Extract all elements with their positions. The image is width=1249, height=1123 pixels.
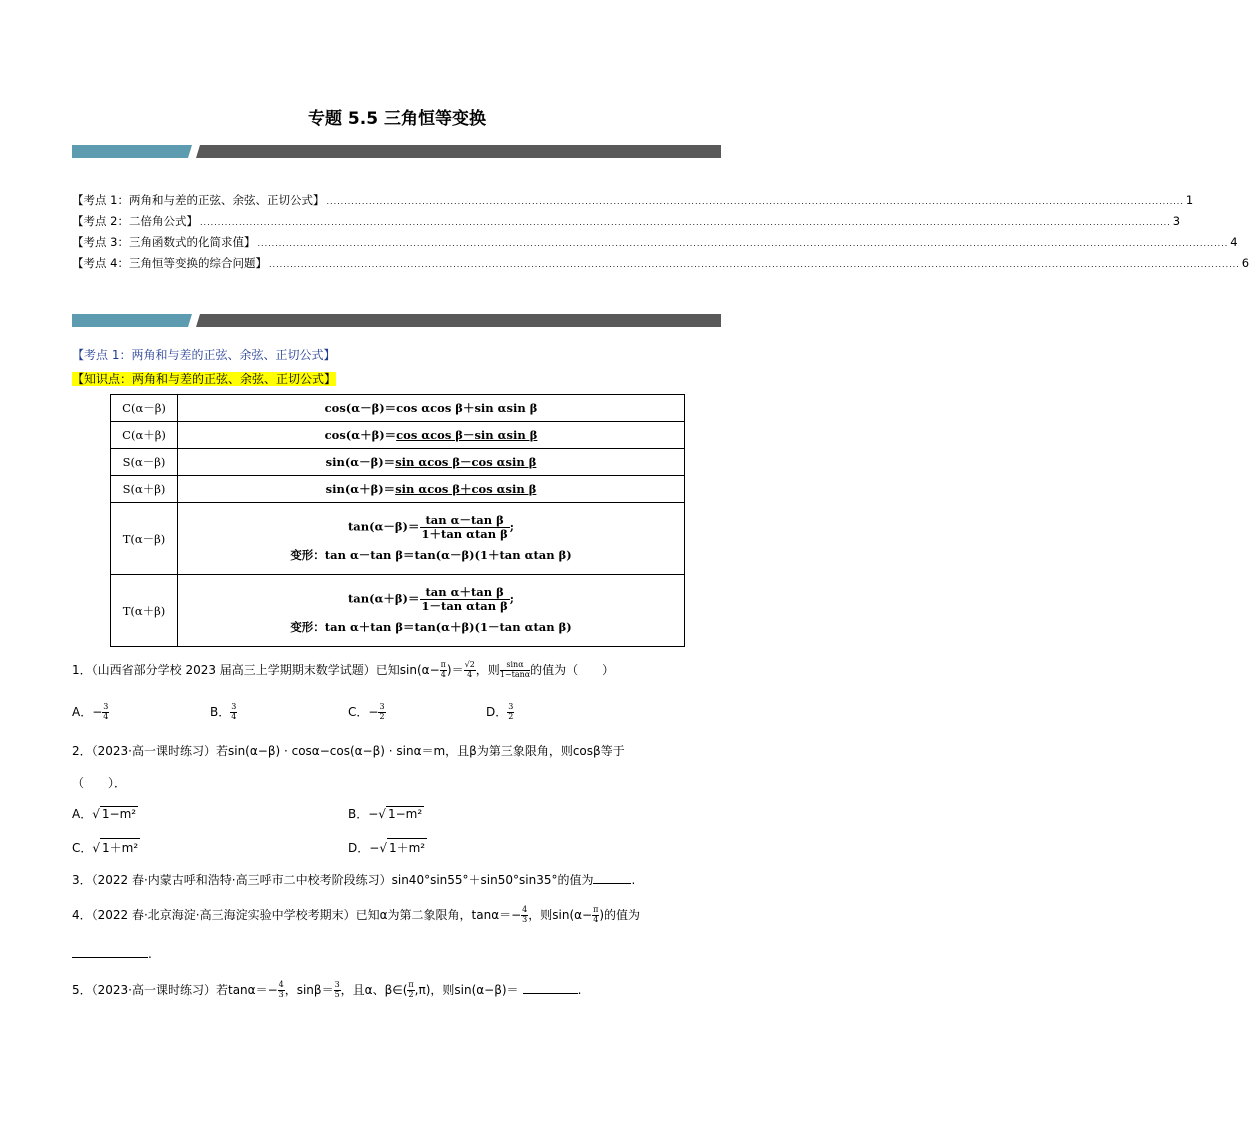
q2-option-a[interactable]: A．√ 1−m² (72, 807, 137, 821)
toc-entry-label: 【考点 2：二倍角公式】 (72, 214, 198, 228)
answer-blank[interactable] (72, 946, 148, 958)
knowledge-heading (72, 370, 336, 387)
q1-option-a[interactable]: A．− $\frac{3}{4}$ (72, 702, 109, 721)
page-title: 专题 5.5 三角恒等变换 (308, 109, 486, 129)
formula-key: T(α－β) (111, 503, 178, 575)
toc-entry[interactable]: 【考点 1：两角和与差的正弦、余弦、正切公式】 .................................................................................................................................................................................................................................................. 1 (72, 193, 1194, 207)
formula-value: sin(α－β)＝sin αcos β－cos αsin β (178, 449, 685, 476)
toc-entry-page: 3 (1172, 214, 1181, 228)
toc-entry[interactable]: 【考点 2：二倍角公式】 .................................................................................................................................................................................................................................................................................. 3 (72, 214, 1181, 228)
answer-blank[interactable] (523, 982, 578, 994)
q1-option-b[interactable]: B． $\frac{3}{4}$ (210, 702, 237, 721)
question-1: 1．（山西省部分学校 2023 届高三上学期期末数学试题）已知sin(α− $\frac{\pi}{4}$ )＝ $\frac{√2}{4}$ ，则 $\frac{\sin\alpha}{1-\tan\alpha}$ 的值为（ ） (72, 660, 615, 679)
formula-value: sin(α＋β)＝sin αcos β＋cos αsin β (178, 476, 685, 503)
question-2-continued: （ ）． (72, 776, 127, 790)
knowledge-heading-text: 【知识点：两角和与差的正弦、余弦、正切公式】 (72, 372, 337, 386)
question-4: 4．（2022 春·北京海淀·高三海淀实验中学校考期末）已知α为第二象限角，tanα＝− $\frac{4}{3}$ ，则sin(α− $\frac{\pi}{4}$ )的值为 (72, 905, 641, 924)
formula-row (111, 503, 685, 575)
formula-row (111, 575, 685, 647)
table-of-contents (72, 192, 1249, 276)
toc-entry-label: 【考点 3：三角函数式的化简求值】 (72, 235, 256, 249)
toc-entry[interactable]: 【考点 3：三角函数式的化简求值】 .................................................................................................................................................................................................................................................................................. 4 (72, 235, 1238, 249)
q2-option-d[interactable]: D．−√ 1＋m² (348, 838, 427, 856)
formula-key: C(α＋β) (111, 422, 178, 449)
toc-entry-label: 【考点 4：三角恒等变换的综合问题】 (72, 256, 267, 270)
toc-entry-page: 1 (1185, 193, 1194, 207)
formula-row (111, 476, 685, 503)
formula-table (110, 394, 685, 647)
question-3: 3．（2022 春·内蒙古呼和浩特·高三呼市二中校考阶段练习）sin40°sin55°＋sin50°sin35°的值为 . (72, 873, 636, 887)
toc-entry-page: 4 (1230, 235, 1238, 249)
formula-row (111, 395, 685, 422)
decorative-divider-bar (72, 314, 721, 327)
q2-option-c[interactable]: C．√ 1＋m² (72, 838, 140, 856)
section-heading: 【考点 1：两角和与差的正弦、余弦、正切公式】 (72, 348, 336, 362)
formula-value: tan(α＋β)＝ $\frac{\text{tan α＋tan β}}{\text{1－tan αtan β}}$ ; 变形：tan α＋tan β＝tan(α＋β)(1－tan αtan β) (178, 575, 685, 647)
formula-row (111, 449, 685, 476)
toc-entry[interactable]: 【考点 4：三角恒等变换的综合问题】 .................................................................................................................................................................................................................................................................................. 6 (72, 256, 1249, 270)
q1-option-d[interactable]: D． $\frac{3}{2}$ (486, 702, 514, 721)
answer-blank[interactable] (593, 872, 631, 884)
formula-key: T(α＋β) (111, 575, 178, 647)
question-2: 2．（2023·高一课时练习）若sin(α−β) · cosα−cos(α−β) · sinα＝m，且β为第三象限角，则cosβ等于 (72, 744, 625, 758)
question-4-answer-line: . (72, 946, 722, 961)
formula-row (111, 422, 685, 449)
formula-value: cos(α＋β)＝cos αcos β－sin αsin β (178, 422, 685, 449)
formula-key: S(α＋β) (111, 476, 178, 503)
formula-key: C(α－β) (111, 395, 178, 422)
q2-option-b[interactable]: B．−√ 1−m² (348, 807, 423, 821)
decorative-divider-bar (72, 145, 721, 158)
formula-key: S(α－β) (111, 449, 178, 476)
formula-value: tan(α－β)＝ $\frac{\text{tan α－tan β}}{\text{1＋tan αtan β}}$ ; 变形：tan α－tan β＝tan(α－β)(1＋tan αtan β) (178, 503, 685, 575)
toc-entry-page: 6 (1241, 256, 1249, 270)
q1-option-c[interactable]: C．− $\frac{3}{2}$ (348, 702, 385, 721)
question-5: 5．（2023·高一课时练习）若tanα＝− $\frac{4}{3}$ ，sinβ＝ $\frac{3}{5}$ ，且α、β∈( $\frac{\pi}{2}$ ,π)，则sin(α−β)＝ . (72, 980, 582, 999)
toc-entry-label: 【考点 1：两角和与差的正弦、余弦、正切公式】 (72, 193, 325, 207)
formula-value: cos(α－β)＝cos αcos β＋sin αsin β (178, 395, 685, 422)
